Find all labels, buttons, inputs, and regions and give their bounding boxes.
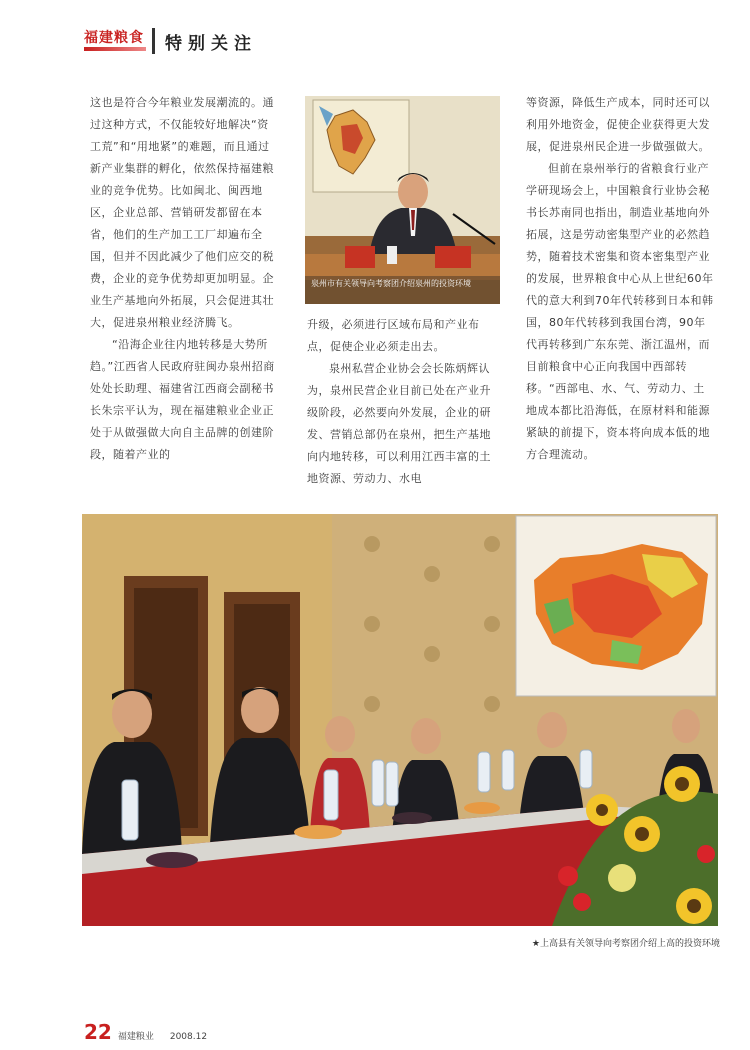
page-footer: [84, 1020, 207, 1044]
logo-text: 福建粮食: [84, 30, 144, 46]
photo-caption: ★上高县有关领导向考察团介绍上高的投资环境: [531, 939, 720, 949]
text-column-3: [526, 92, 716, 466]
meeting-photo: [82, 514, 718, 926]
paragraph: 这也是符合今年粮业发展潮流的。通过这种方式，不仅能较好地解决“资工荒”和“用地紧”的难题，而且通过新产业集群的孵化，依然保持福建粮业的竞争优势。比如闽北、闽西地区，企业总部、营销研发都留在本省，他们的生产加工工厂却遍布全国，但并不因此减少了他们应交的税费，企业的竞争优势却更加明显。企业生产基地向外拓展，只会促进其壮大，促进泉州粮业经济腾飞。: [90, 96, 274, 329]
page-number: 22: [84, 1020, 112, 1044]
header-divider: [152, 28, 155, 54]
paragraph: 但前在泉州举行的省粮食行业产学研现场会上，中国粮食行业协会秘书长苏南同也指出，制造业基地向外拓展，这是劳动密集型产业的必然趋势，随着技术密集和资本密集型产业的发展，世界粮食中心从上世纪60年代的意大利到70年代转移到日本和韩国，80年代转移到我国台湾，90年代再转移到广东东莞、浙江温州，而目前粮食中心正向我国中西部转移。“西部电、水、气、劳动力、土地成本都比沿海低，在原材料和能源紧缺的前提下，资本将向成本低的地方合理流动。: [526, 162, 714, 461]
speaker-photo-illustration: [305, 96, 500, 304]
text-column-2: [307, 314, 497, 490]
text-column-1: [90, 92, 280, 466]
paragraph: 泉州私营企业协会会长陈炳辉认为，泉州民营企业目前已处在产业升级阶段，必然要向外发展，企业的研发、营销总部仍在泉州，把生产基地向内地转移，可以利用江西丰富的土地资源、劳动力、水电: [307, 362, 491, 485]
paragraph: “沿海企业往内地转移是大势所趋。”江西省人民政府驻闽办泉州招商处处长助理、福建省江西商会副秘书长朱宗平认为，现在福建粮业企业正处于从做强做大向自主品牌的创建阶段，随着产业的: [90, 338, 275, 461]
magazine-logo: [84, 29, 146, 53]
magazine-name: 福建粮业: [117, 1032, 154, 1042]
issue-date: 2008.12: [169, 1032, 208, 1042]
paragraph: 升级，必须进行区域布局和产业布点，促使企业必须走出去。: [307, 318, 480, 353]
inset-caption: 泉州市有关领导向考察团介绍泉州的投资环境: [305, 276, 500, 304]
section-title: 特别关注: [165, 33, 257, 54]
page-header: [84, 24, 257, 58]
meeting-room-illustration: [82, 514, 718, 926]
paragraph: 等资源，降低生产成本，同时还可以利用外地资金，促使企业获得更大发展，促进泉州民企进一步做强做大。: [526, 96, 710, 153]
inset-photo: [305, 96, 500, 304]
